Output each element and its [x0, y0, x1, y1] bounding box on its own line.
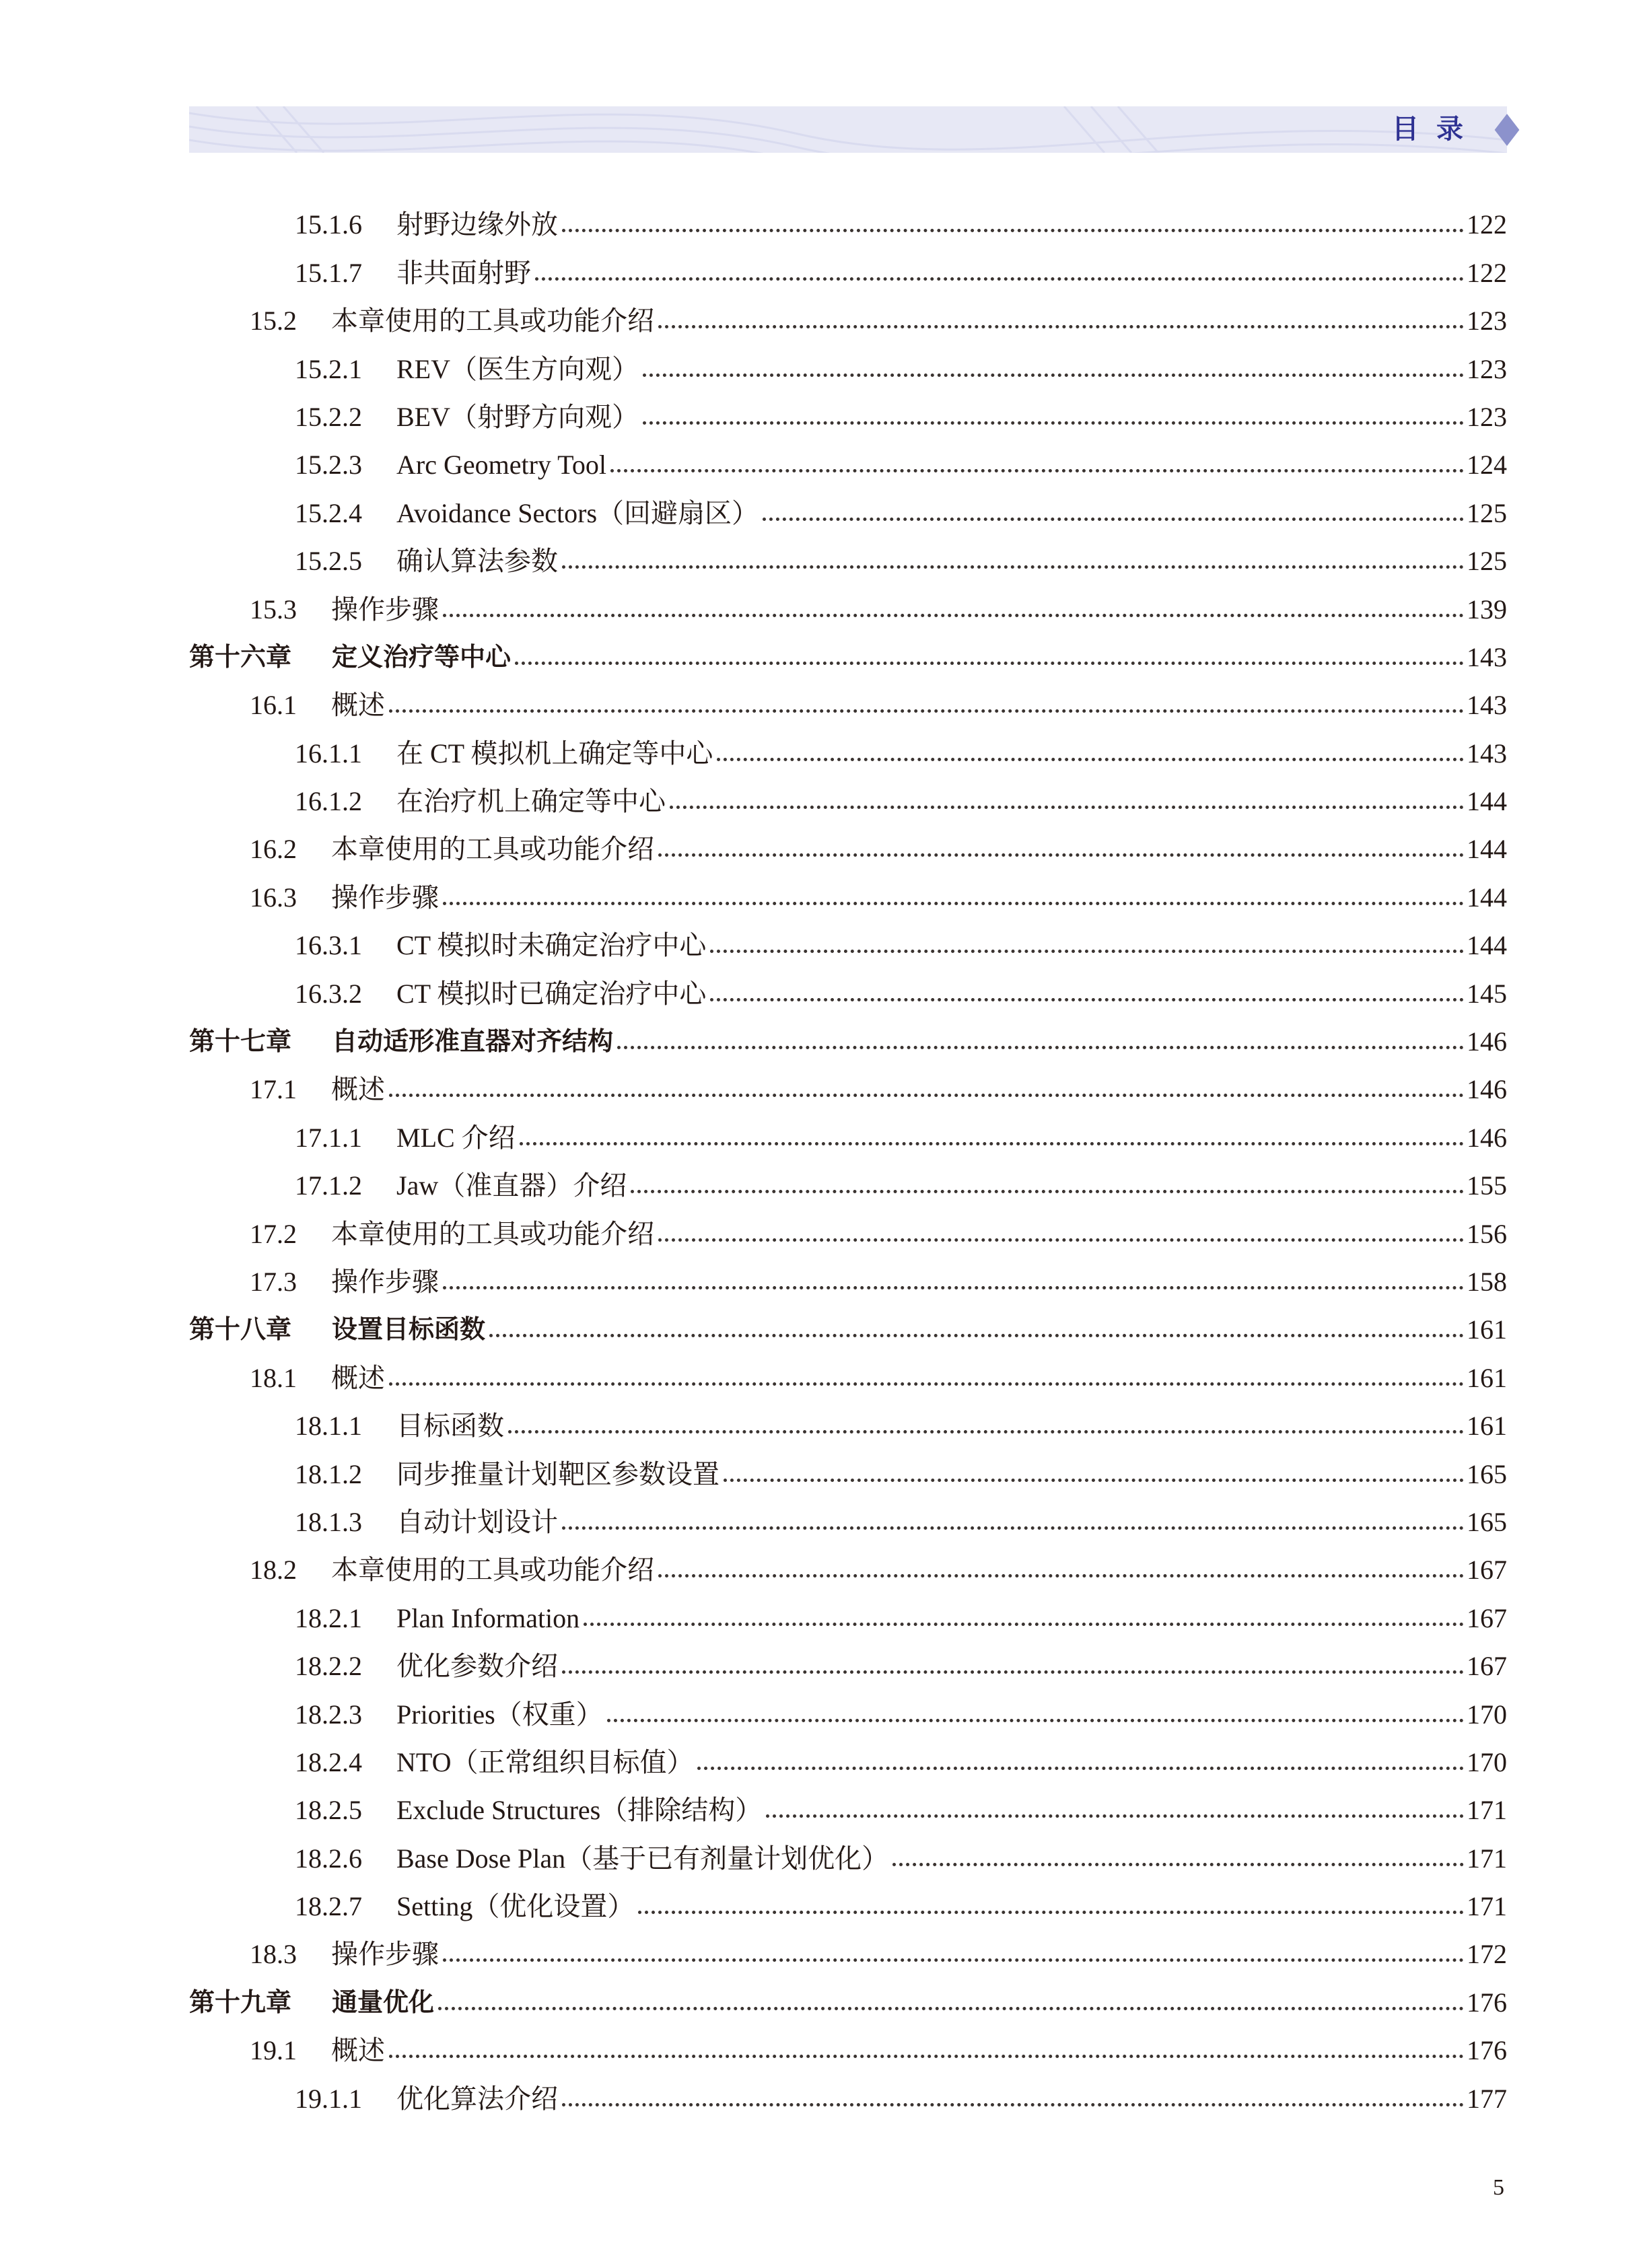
entry-page: 155	[1467, 1170, 1507, 1201]
entry-title: 操作步骤	[331, 594, 439, 625]
dot-leader	[658, 325, 1464, 328]
entry-number: 15.2.3	[295, 450, 362, 481]
entry-page: 144	[1467, 930, 1507, 961]
dot-leader	[710, 998, 1464, 1001]
entry-page: 165	[1467, 1458, 1507, 1489]
toc-entry[interactable]	[189, 1353, 1507, 1401]
entry-number: 17.1.1	[295, 1122, 362, 1153]
entry-page: 146	[1467, 1122, 1507, 1153]
entry-page: 167	[1467, 1602, 1507, 1633]
entry-page: 143	[1467, 738, 1507, 769]
entry-page: 144	[1467, 786, 1507, 817]
toc-entry[interactable]	[189, 1546, 1507, 1594]
toc-entry[interactable]	[189, 1258, 1507, 1306]
entry-title: 在治疗机上确定等中心	[396, 786, 666, 817]
toc-entry[interactable]	[189, 1065, 1507, 1113]
toc-entry[interactable]	[189, 201, 1507, 248]
page-number: 5	[1493, 2175, 1504, 2200]
entry-number: 15.2.5	[295, 546, 362, 577]
entry-page: 170	[1467, 1746, 1507, 1777]
entry-page: 158	[1467, 1266, 1507, 1297]
entry-number: 19.1.1	[295, 2083, 362, 2114]
entry-title: CT 模拟时已确定治疗中心	[396, 978, 707, 1009]
toc-entry[interactable]	[189, 681, 1507, 729]
entry-number: 15.3	[250, 594, 297, 625]
entry-page: 125	[1467, 497, 1507, 528]
entry-title: NTO（正常组织目标值）	[396, 1746, 694, 1777]
entry-title: Jaw（准直器）介绍	[396, 1170, 627, 1201]
entry-number: 18.2.1	[295, 1602, 362, 1633]
entry-number: 18.2.7	[295, 1891, 362, 1922]
dot-leader	[763, 518, 1464, 521]
entry-number: 18.2.6	[295, 1843, 362, 1874]
dot-leader	[562, 229, 1464, 232]
dot-leader	[489, 1334, 1464, 1337]
entry-number: 第十九章	[189, 1987, 292, 2017]
toc-entry[interactable]	[189, 1306, 1507, 1353]
toc-entry[interactable]	[189, 1018, 1507, 1065]
table-of-contents	[189, 201, 1507, 2123]
entry-number: 17.3	[250, 1266, 297, 1297]
entry-page: 123	[1467, 353, 1507, 384]
entry-page: 161	[1467, 1362, 1507, 1393]
entry-number: 15.2.2	[295, 401, 362, 432]
entry-page: 143	[1467, 690, 1507, 721]
entry-page: 161	[1467, 1314, 1507, 1345]
dot-leader	[562, 565, 1464, 569]
entry-page: 167	[1467, 1555, 1507, 1586]
toc-entry[interactable]	[189, 1642, 1507, 1690]
dot-leader	[562, 2103, 1464, 2106]
dot-leader	[717, 758, 1464, 761]
toc-entry[interactable]	[189, 1738, 1507, 1786]
entry-title: 同步推量计划靶区参数设置	[396, 1458, 720, 1489]
toc-entry[interactable]	[189, 921, 1507, 969]
entry-page: 144	[1467, 834, 1507, 865]
toc-entry[interactable]	[189, 1834, 1507, 1882]
entry-title: BEV（射野方向观）	[396, 401, 639, 432]
entry-title: CT 模拟时未确定治疗中心	[396, 930, 707, 961]
toc-entry[interactable]	[189, 489, 1507, 536]
entry-number: 18.2	[250, 1555, 297, 1586]
dot-leader	[508, 1430, 1464, 1433]
entry-title: 目标函数	[396, 1411, 504, 1442]
entry-page: 145	[1467, 978, 1507, 1009]
toc-entry[interactable]	[189, 777, 1507, 825]
toc-entry[interactable]	[189, 729, 1507, 777]
entry-page: 125	[1467, 546, 1507, 577]
entry-number: 16.3.2	[295, 978, 362, 1009]
dot-leader	[607, 1719, 1464, 1722]
entry-title: 操作步骤	[331, 1266, 439, 1297]
dot-leader	[724, 1479, 1464, 1482]
entry-number: 17.1	[250, 1074, 297, 1105]
toc-entry[interactable]	[189, 345, 1507, 392]
entry-page: 144	[1467, 882, 1507, 913]
entry-title: 自动计划设计	[396, 1506, 558, 1537]
dot-leader	[658, 1238, 1464, 1242]
toc-entry[interactable]	[189, 1594, 1507, 1641]
dot-leader	[638, 1911, 1464, 1914]
dot-leader	[697, 1767, 1464, 1770]
dot-leader	[515, 662, 1464, 665]
entry-number: 16.3	[250, 882, 297, 913]
entry-number: 18.1.2	[295, 1458, 362, 1489]
toc-entry[interactable]	[189, 1978, 1507, 2026]
entry-title: 自动适形准直器对齐结构	[332, 1026, 614, 1057]
dot-leader	[631, 1190, 1464, 1193]
toc-entry[interactable]	[189, 585, 1507, 633]
entry-page: 171	[1467, 1843, 1507, 1874]
entry-number: 第十八章	[189, 1314, 292, 1345]
entry-number: 18.1	[250, 1362, 297, 1393]
dot-leader	[562, 1526, 1464, 1530]
toc-entry[interactable]	[189, 1882, 1507, 1930]
entry-number: 16.1	[250, 690, 297, 721]
dot-leader	[389, 2055, 1464, 2058]
entry-number: 16.1.1	[295, 738, 362, 769]
entry-title: 本章使用的工具或功能介绍	[331, 1555, 654, 1586]
dot-leader	[610, 469, 1464, 472]
entry-number: 17.2	[250, 1218, 297, 1249]
entry-title: 射野边缘外放	[396, 209, 558, 240]
dot-leader	[443, 1286, 1464, 1289]
entry-page: 123	[1467, 306, 1507, 336]
toc-entry[interactable]	[189, 2026, 1507, 2074]
entry-number: 18.2.5	[295, 1795, 362, 1826]
entry-page: 124	[1467, 450, 1507, 481]
entry-title: 非共面射野	[396, 257, 531, 288]
entry-number: 18.3	[250, 1939, 297, 1970]
toc-entry[interactable]	[189, 1113, 1507, 1161]
entry-number: 18.2.4	[295, 1746, 362, 1777]
dot-leader	[438, 2007, 1464, 2010]
entry-title: 操作步骤	[331, 1939, 439, 1970]
entry-title: 操作步骤	[331, 882, 439, 913]
toc-entry[interactable]	[189, 297, 1507, 345]
toc-entry[interactable]	[189, 248, 1507, 296]
toc-entry[interactable]	[189, 1450, 1507, 1497]
entry-page: 156	[1467, 1218, 1507, 1249]
toc-entry[interactable]	[189, 1786, 1507, 1834]
entry-number: 第十七章	[189, 1026, 292, 1057]
toc-entry[interactable]	[189, 1930, 1507, 1978]
entry-title: 确认算法参数	[396, 546, 558, 577]
entry-title: Exclude Structures（排除结构）	[396, 1795, 763, 1826]
entry-title: Setting（优化设置）	[396, 1891, 635, 1922]
entry-number: 17.1.2	[295, 1170, 362, 1201]
entry-page: 177	[1467, 2083, 1507, 2114]
entry-page: 176	[1467, 1987, 1507, 2018]
dot-leader	[562, 1670, 1464, 1674]
toc-entry[interactable]	[189, 825, 1507, 873]
dot-leader	[443, 1958, 1464, 1962]
entry-page: 146	[1467, 1074, 1507, 1105]
dot-leader	[389, 1382, 1464, 1386]
entry-page: 123	[1467, 401, 1507, 432]
entry-title: 优化算法介绍	[396, 2083, 558, 2114]
dot-leader	[617, 1046, 1464, 1049]
entry-page: 176	[1467, 2035, 1507, 2066]
toc-entry[interactable]	[189, 1162, 1507, 1209]
toc-entry[interactable]	[189, 537, 1507, 585]
entry-page: 146	[1467, 1026, 1507, 1057]
toc-entry[interactable]	[189, 441, 1507, 489]
toc-entry[interactable]	[189, 873, 1507, 921]
entry-title: 优化参数介绍	[396, 1651, 558, 1682]
entry-page: 171	[1467, 1891, 1507, 1922]
wave-pattern-decoration	[189, 106, 1507, 153]
dot-leader	[892, 1863, 1464, 1866]
entry-number: 18.2.2	[295, 1651, 362, 1682]
toc-entry[interactable]	[189, 633, 1507, 681]
dot-leader	[389, 1094, 1464, 1097]
dot-leader	[443, 614, 1464, 617]
toc-entry[interactable]	[189, 1498, 1507, 1546]
entry-title: MLC 介绍	[396, 1122, 516, 1153]
entry-title: REV（医生方向观）	[396, 353, 639, 384]
entry-title: 本章使用的工具或功能介绍	[331, 306, 654, 336]
entry-number: 15.2.4	[295, 497, 362, 528]
entry-title: Base Dose Plan（基于已有剂量计划优化）	[396, 1843, 889, 1874]
entry-title: 概述	[331, 690, 385, 721]
entry-number: 18.1.1	[295, 1411, 362, 1442]
dot-leader	[658, 1574, 1464, 1578]
dot-leader	[766, 1814, 1464, 1818]
entry-number: 16.3.1	[295, 930, 362, 961]
entry-number: 第十六章	[189, 641, 292, 672]
entry-number: 18.2.3	[295, 1699, 362, 1730]
entry-page: 161	[1467, 1411, 1507, 1442]
entry-title: 本章使用的工具或功能介绍	[331, 1218, 654, 1249]
entry-title: 定义治疗等中心	[332, 641, 512, 672]
dot-leader	[584, 1623, 1464, 1626]
entry-title: 概述	[331, 2035, 385, 2066]
entry-title: 概述	[331, 1074, 385, 1105]
dot-leader	[658, 853, 1464, 857]
toc-entry[interactable]	[189, 1402, 1507, 1450]
entry-title: 设置目标函数	[332, 1314, 486, 1345]
entry-page: 165	[1467, 1506, 1507, 1537]
entry-page: 139	[1467, 594, 1507, 625]
header-band	[189, 106, 1507, 153]
entry-title: Priorities（权重）	[396, 1699, 603, 1730]
toc-entry[interactable]	[189, 1690, 1507, 1738]
entry-title: 在 CT 模拟机上确定等中心	[396, 738, 713, 769]
entry-number: 16.1.2	[295, 786, 362, 817]
toc-entry[interactable]	[189, 1209, 1507, 1257]
entry-page: 167	[1467, 1651, 1507, 1682]
dot-leader	[389, 709, 1464, 713]
entry-title: 本章使用的工具或功能介绍	[331, 834, 654, 865]
entry-title: 通量优化	[332, 1987, 435, 2017]
entry-page: 122	[1467, 257, 1507, 288]
entry-number: 18.1.3	[295, 1506, 362, 1537]
entry-page: 122	[1467, 209, 1507, 240]
entry-title: Avoidance Sectors（回避扇区）	[396, 497, 759, 528]
dot-leader	[643, 421, 1464, 425]
entry-page: 172	[1467, 1939, 1507, 1970]
entry-number: 16.2	[250, 834, 297, 865]
entry-number: 15.2.1	[295, 353, 362, 384]
entry-number: 15.1.7	[295, 257, 362, 288]
entry-page: 171	[1467, 1795, 1507, 1826]
header-title: 目录	[1392, 114, 1481, 145]
entry-page: 170	[1467, 1699, 1507, 1730]
dot-leader	[710, 950, 1464, 953]
dot-leader	[443, 902, 1464, 905]
dot-leader	[643, 374, 1464, 377]
dot-leader	[535, 277, 1464, 281]
entry-page: 143	[1467, 641, 1507, 672]
toc-entry[interactable]	[189, 2074, 1507, 2122]
toc-entry[interactable]	[189, 969, 1507, 1017]
entry-number: 19.1	[250, 2035, 297, 2066]
toc-entry[interactable]	[189, 393, 1507, 441]
entry-title: Plan Information	[396, 1602, 580, 1633]
dot-leader	[670, 806, 1464, 809]
entry-title: 概述	[331, 1362, 385, 1393]
dot-leader	[520, 1142, 1464, 1145]
entry-title: Arc Geometry Tool	[396, 450, 606, 481]
entry-number: 15.2	[250, 306, 297, 336]
entry-number: 15.1.6	[295, 209, 362, 240]
